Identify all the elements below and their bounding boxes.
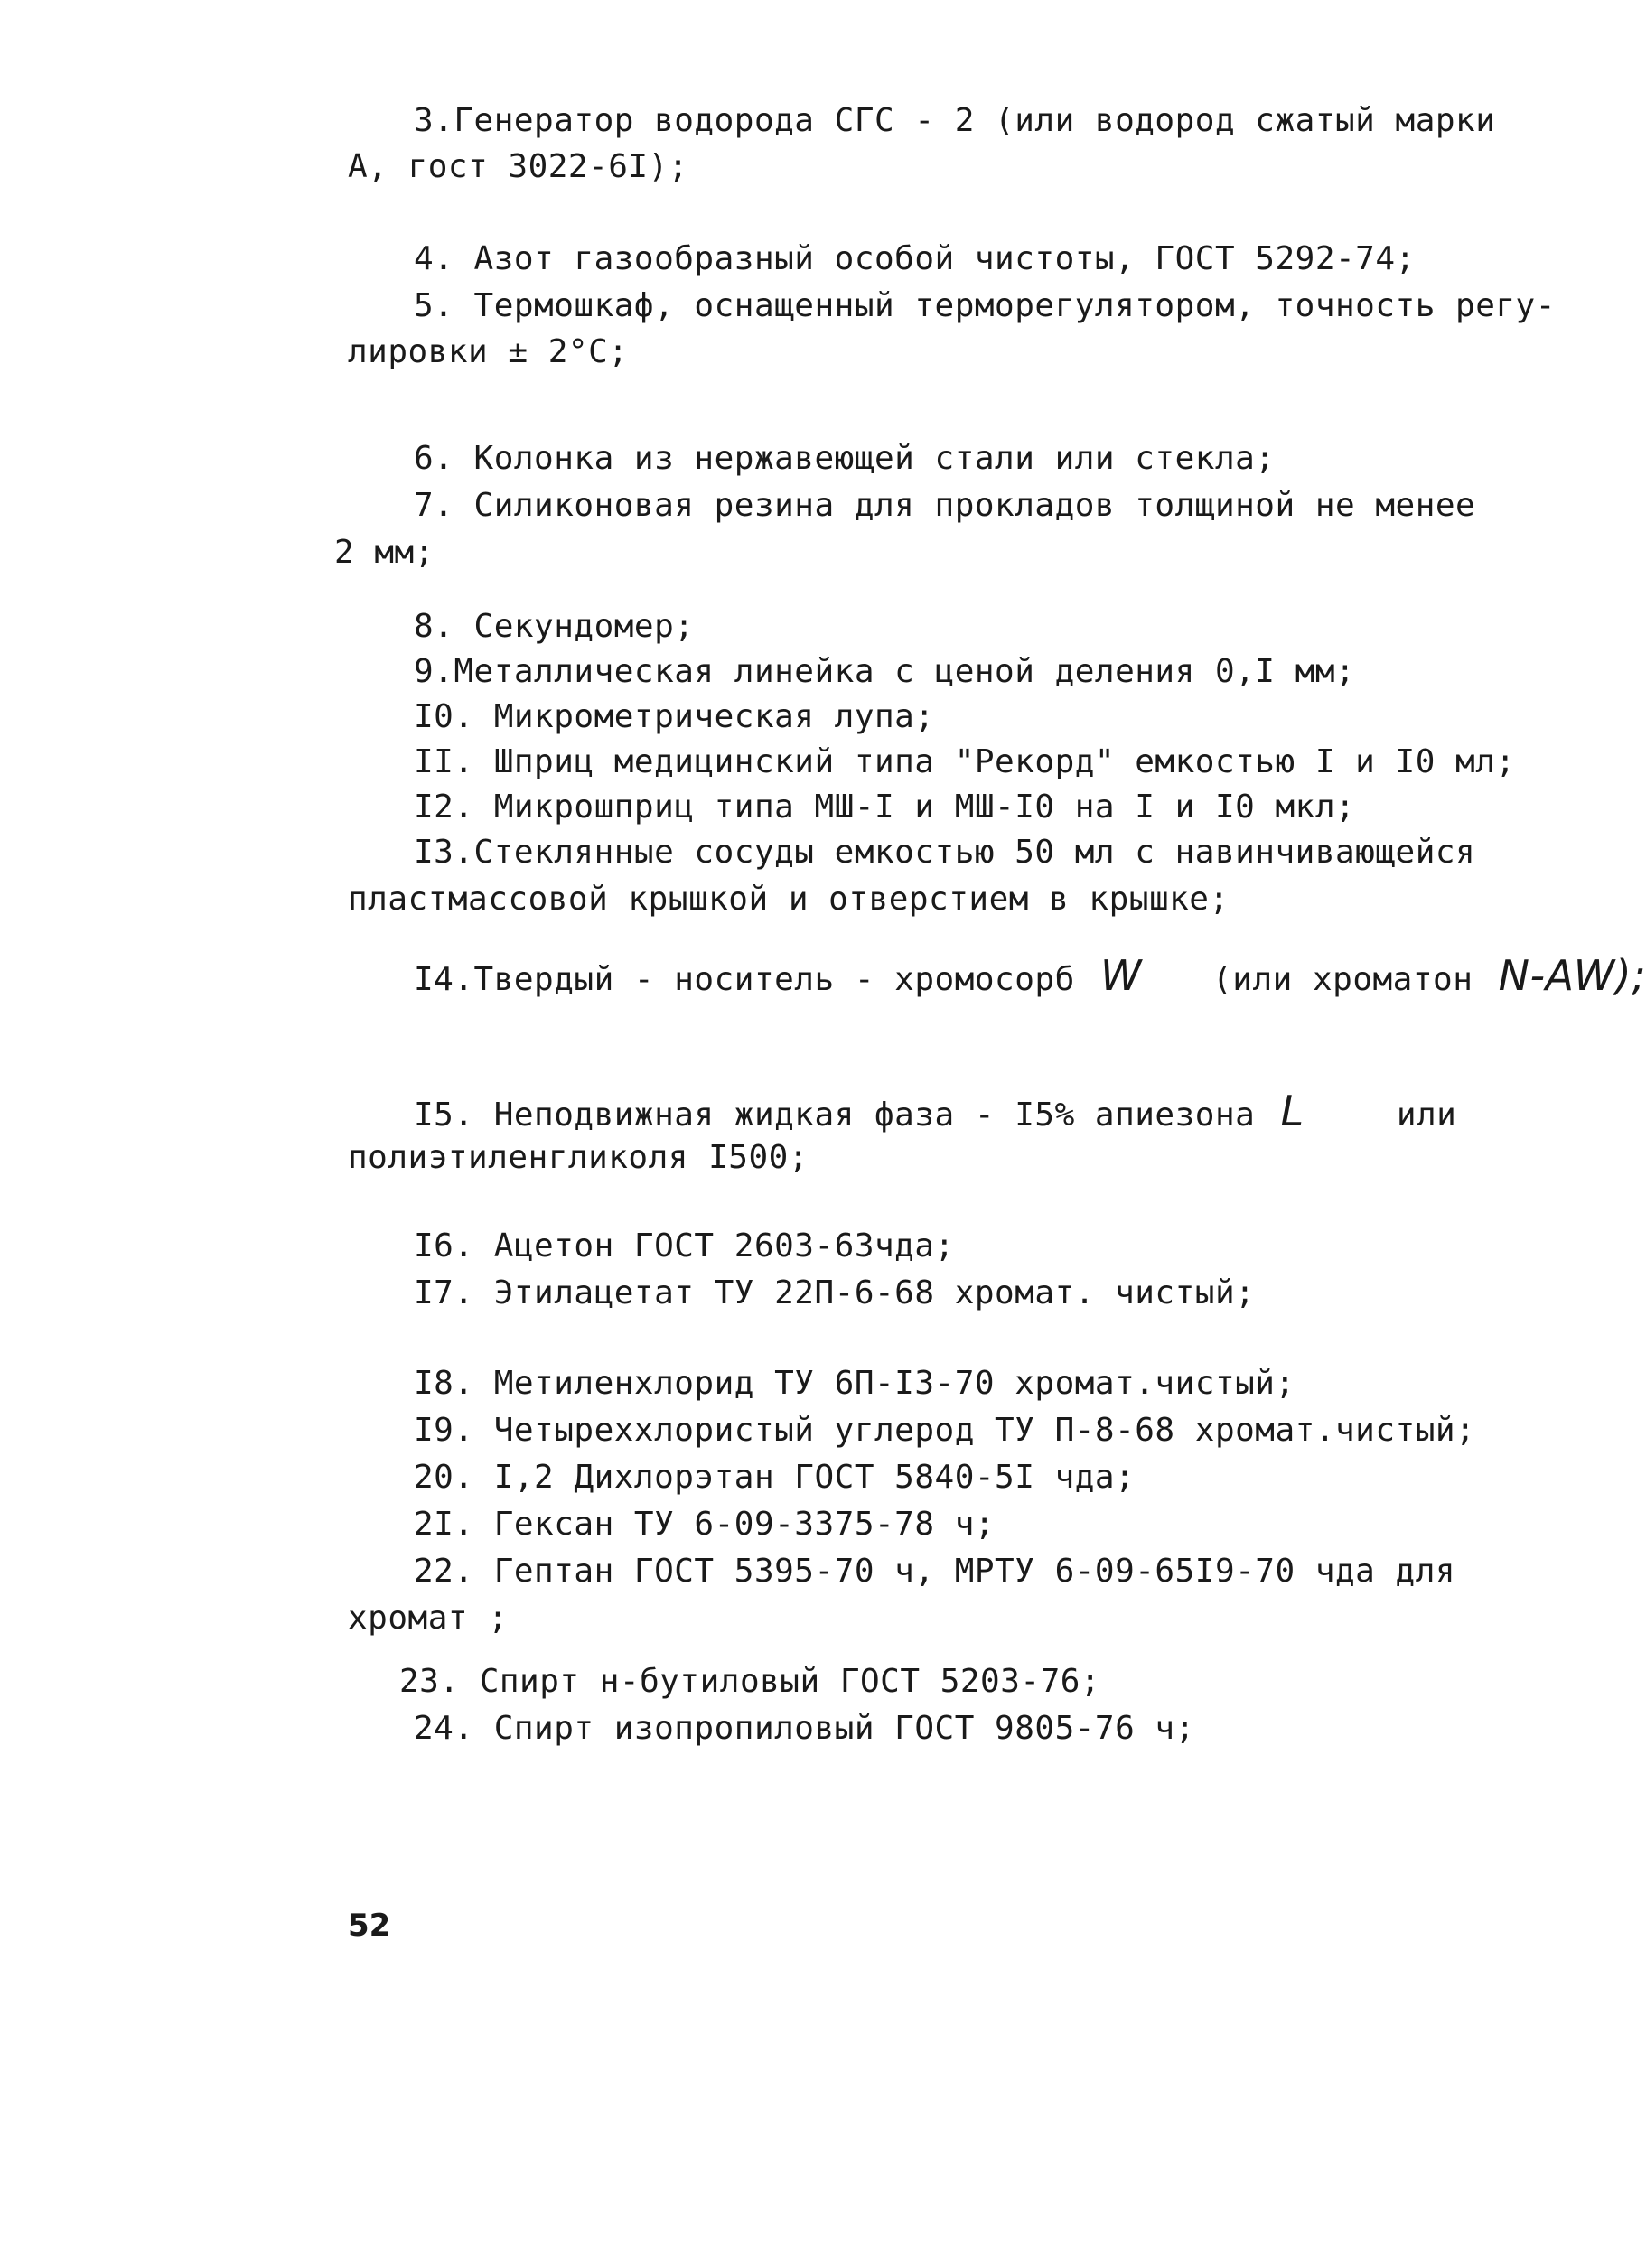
- item-14-text-b: (или хроматон: [1212, 961, 1473, 998]
- item-4-line: 4. Азот газообразный особой чистоты, ГОСТ 5292-74;: [414, 240, 1416, 277]
- item-18-line: I8. Метиленхлорид ТУ 6П-I3-70 хромат.чистый;: [414, 1365, 1295, 1402]
- item-15-line-1: [414, 1087, 1457, 1135]
- item-21-line: 2I. Гексан ТУ 6-09-3375-78 ч;: [414, 1506, 996, 1543]
- item-5-line-1: 5. Термошкаф, оснащенный терморегулятором, точность регу-: [414, 287, 1556, 324]
- page-number: 52: [348, 1908, 391, 1944]
- item-22-line-1: 22. Гептан ГОСТ 5395-70 ч, МРТУ 6-09-65I9-70 чда для: [414, 1553, 1456, 1590]
- item-8-line: 8. Секундомер;: [414, 608, 695, 645]
- item-14-handwritten-naw: N-AW);: [1498, 951, 1646, 1000]
- item-3-line-2: А, гост 3022-6I);: [348, 148, 688, 185]
- item-7-line-2: 2 мм;: [334, 534, 435, 571]
- item-5-line-2: лировки ± 2°С;: [348, 333, 629, 370]
- item-15-line-2: полиэтиленгликоля I500;: [348, 1139, 809, 1176]
- item-16-line: I6. Ацетон ГОСТ 2603-63чда;: [414, 1227, 955, 1265]
- item-14-text-a: I4.Твердый - носитель - хромосорб: [414, 961, 1075, 998]
- item-9-line: 9.Металлическая линейка с ценой деления 0,I мм;: [414, 653, 1356, 690]
- item-14-handwritten-w: W: [1099, 951, 1142, 1000]
- item-13-line-1: I3.Стеклянные сосуды емкостью 50 мл с навинчивающейся: [414, 834, 1476, 871]
- item-20-line: 20. I,2 Дихлорэтан ГОСТ 5840-5I чда;: [414, 1459, 1136, 1496]
- item-15-text-a: I5. Неподвижная жидкая фаза - I5% апиезона: [414, 1097, 1256, 1134]
- item-22-line-2: хромат ;: [348, 1600, 509, 1637]
- item-11-line: II. Шприц медицинский типа "Рекорд" емкостью I и I0 мл;: [414, 743, 1516, 780]
- item-10-line: I0. Микрометрическая лупа;: [414, 698, 935, 735]
- item-13-line-2: пластмассовой крышкой и отверстием в крышке;: [348, 881, 1230, 918]
- item-6-line: 6. Колонка из нержавеющей стали или стекла;: [414, 440, 1276, 477]
- item-15-text-b: или: [1396, 1097, 1457, 1134]
- item-14-line: [414, 951, 1646, 1000]
- item-3-line-1: 3.Генератор водорода СГС - 2 (или водород сжатый марки: [414, 102, 1496, 139]
- item-23-line: 23. Спирт н-бутиловый ГОСТ 5203-76;: [399, 1663, 1101, 1700]
- item-17-line: I7. Этилацетат ТУ 22П-6-68 хромат. чистый;: [414, 1274, 1256, 1311]
- item-24-line: 24. Спирт изопропиловый ГОСТ 9805-76 ч;: [414, 1710, 1195, 1747]
- item-12-line: I2. Микрошприц типа МШ-I и МШ-I0 на I и I0 мкл;: [414, 789, 1356, 826]
- item-19-line: I9. Четыреххлористый углерод ТУ П-8-68 хромат.чистый;: [414, 1412, 1476, 1449]
- item-15-handwritten-l: L: [1280, 1087, 1305, 1135]
- item-7-line-1: 7. Силиконовая резина для прокладов толщиной не менее: [414, 487, 1476, 524]
